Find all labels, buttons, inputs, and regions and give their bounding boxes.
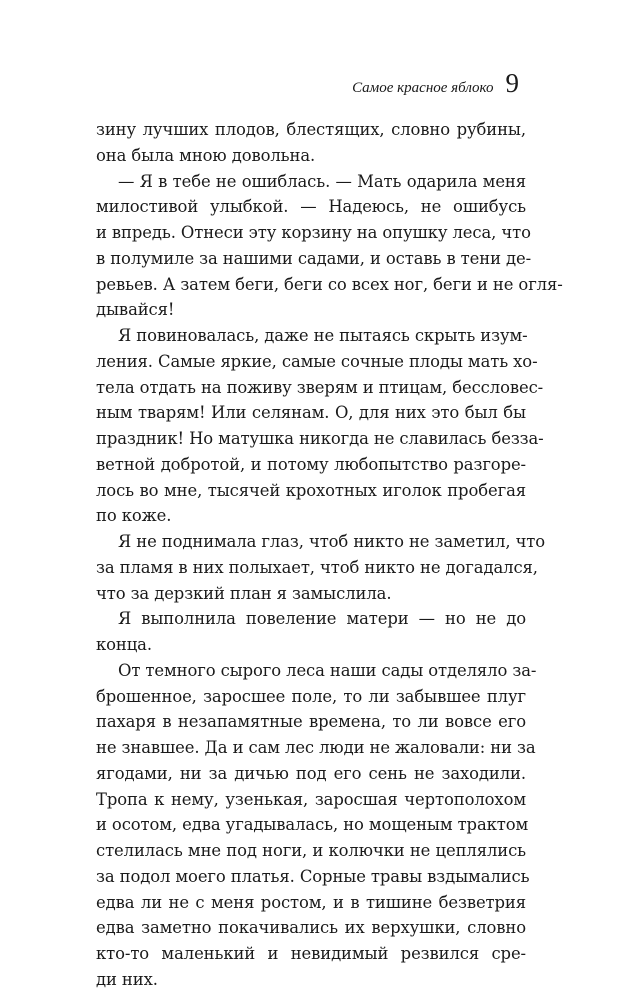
text-line: ди них. bbox=[96, 969, 158, 989]
text-line: кто-то маленький и невидимый резвился сре- bbox=[96, 944, 526, 963]
text-line: — Я в тебе не ошиблась. — Мать одарила меня bbox=[118, 171, 526, 191]
text-line: ветной добротой, и потому любопытство разгоре- bbox=[96, 454, 526, 474]
text-line: и осотом, едва угадывалась, но мощеным трактом bbox=[96, 815, 529, 835]
paragraph bbox=[96, 169, 563, 324]
paragraph bbox=[96, 658, 537, 993]
text-line: стелилась мне под ноги, и колючки не цеплялись bbox=[96, 841, 526, 860]
text-line: милостивой улыбкой. — Надеюсь, не ошибусь bbox=[96, 197, 526, 217]
text-line: дывайся! bbox=[96, 300, 175, 320]
text-line: праздник! Но матушка никогда не славилась безза- bbox=[96, 429, 544, 448]
text-line: за пламя в них полыхает, чтоб никто не догадался, bbox=[96, 557, 538, 577]
text-line: и впредь. Отнеси эту корзину на опушку леса, что bbox=[96, 223, 531, 242]
text-line: что за дерзкий план я замыслила. bbox=[96, 583, 392, 603]
paragraph bbox=[96, 529, 546, 606]
text-line: Я выполнила повеление матери — но не до bbox=[118, 609, 526, 629]
text-line: тела отдать на поживу зверям и птицам, бессловес- bbox=[96, 377, 544, 397]
running-head bbox=[352, 70, 519, 97]
body-text bbox=[96, 117, 563, 993]
text-line: лось во мне, тысячей крохотных иголок пробегая bbox=[96, 480, 526, 500]
text-line: ревьев. А затем беги, беги со всех ног, беги и не огля- bbox=[96, 274, 563, 294]
text-line: конца. bbox=[96, 635, 152, 654]
text-line: не знавшее. Да и сам лес люди не жаловали: ни за bbox=[96, 738, 536, 757]
text-line: по коже. bbox=[96, 506, 172, 526]
text-line: ления. Самые яркие, самые сочные плоды мать хо- bbox=[96, 351, 538, 371]
page-number: 9 bbox=[505, 68, 519, 98]
text-line: зину лучших плодов, блестящих, словно рубины, bbox=[96, 120, 526, 139]
paragraph bbox=[96, 606, 526, 658]
text-line: едва ли не с меня ростом, и в тишине безветрия bbox=[96, 892, 526, 912]
paragraph bbox=[96, 117, 526, 169]
text-line: От темного сырого леса наши сады отделяло за- bbox=[118, 660, 537, 680]
text-line: едва заметно покачивались их верхушки, словно bbox=[96, 918, 526, 938]
text-line: брошенное, заросшее поле, то ли забывшее плуг bbox=[96, 686, 526, 706]
paragraph bbox=[96, 323, 544, 529]
text-line: Я повиновалась, даже не пытаясь скрыть изум- bbox=[118, 326, 528, 345]
text-line: Тропа к нему, узенькая, заросшая чертополохом bbox=[96, 789, 526, 809]
running-title: Самое красное яблоко bbox=[352, 80, 494, 96]
text-line: в полумиле за нашими садами, и оставь в тени де- bbox=[96, 248, 532, 268]
text-line: за подол моего платья. Сорные травы вздымались bbox=[96, 866, 530, 886]
text-line: ным тварям! Или селянам. О, для них это был бы bbox=[96, 403, 526, 423]
text-line: пахаря в незапамятные времена, то ли вовсе его bbox=[96, 712, 526, 732]
text-line: Я не поднимала глаз, чтоб никто не заметил, что bbox=[118, 532, 546, 551]
text-line: она была мною довольна. bbox=[96, 145, 316, 165]
text-line: ягодами, ни за дичью под его сень не заходили. bbox=[96, 763, 526, 783]
